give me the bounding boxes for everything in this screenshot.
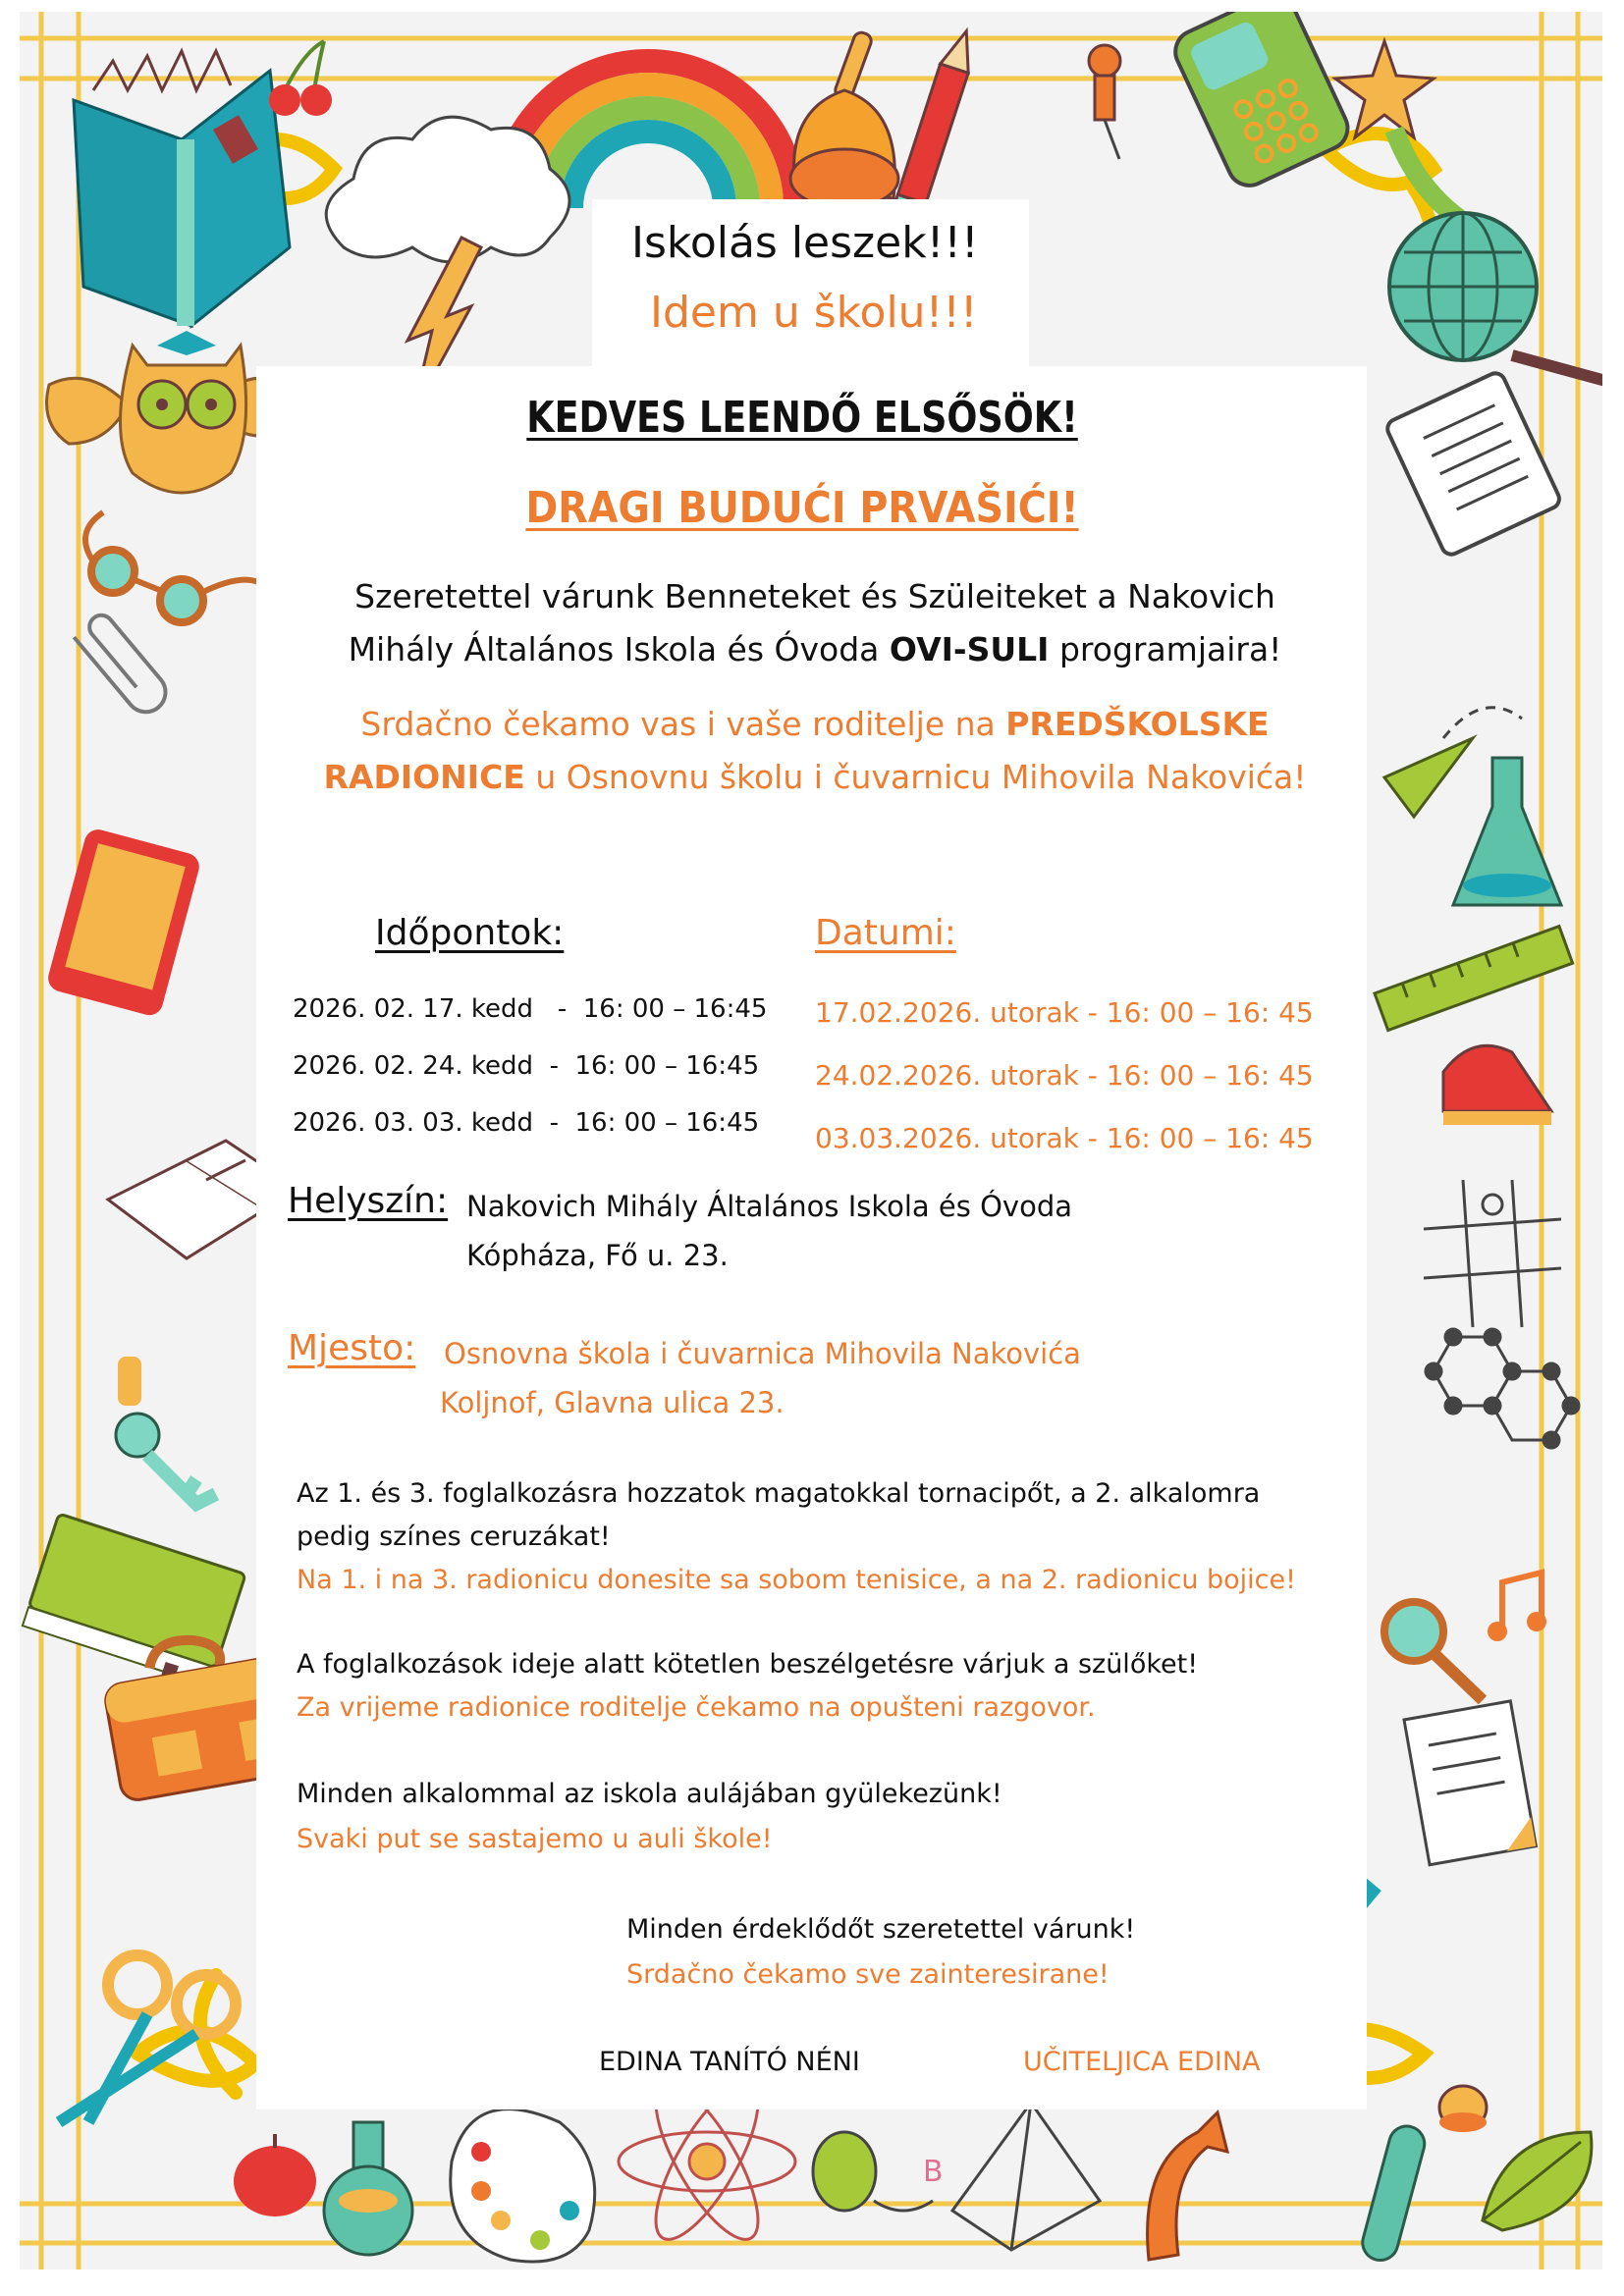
intro-croatian-line1-pre: Srdačno čekamo vas i vaše roditelje na — [360, 705, 1006, 743]
bring-hungarian-line2: pedig színes ceruzákat! — [297, 1522, 611, 1552]
ovi-suli-program: OVI-SULI — [889, 630, 1050, 668]
location-croatian-line1: Osnovna škola i čuvarnica Mihovila Nakovića — [444, 1337, 1081, 1370]
paper-icon — [1404, 1701, 1536, 1865]
intro-croatian-line2-post: u Osnovnu školu i čuvarnicu Mihovila Nakovića! — [524, 758, 1307, 796]
pencil-icon — [892, 27, 980, 222]
location-hungarian-line2: Kópháza, Fő u. 23. — [466, 1239, 729, 1272]
bug-icon — [1439, 2086, 1487, 2132]
bring-croatian: Na 1. i na 3. radionicu donesite sa sobom tenisice, a na 2. radionicu bojice! — [297, 1565, 1296, 1595]
parents-croatian: Za vrijeme radionice roditelje čekamo na opušteni razgovor. — [297, 1692, 1096, 1723]
globe-icon — [1389, 213, 1602, 385]
intro-hungarian-line1: Szeretettel várunk Benneteket és Szüleiteket a Nakovich — [354, 577, 1275, 615]
paperclip-icon — [73, 611, 174, 721]
svg-text:B: B — [923, 2155, 944, 2189]
predskolske: PREDŠKOLSKE — [1005, 705, 1270, 743]
closing-croatian: Srdačno čekamo sve zainteresirane! — [626, 1959, 1110, 1990]
intro-hungarian-line2-pre: Mihály Általános Iskola és Óvoda — [348, 630, 890, 668]
bring-hungarian-line1: Az 1. és 3. foglalkozásra hozzatok magatokkal tornacipőt, a 2. alkalomra — [297, 1478, 1261, 1509]
palette-icon — [451, 2109, 595, 2262]
schedule-croatian-row: 03.03.2026. utorak - 16: 00 – 16: 45 — [815, 1122, 1314, 1154]
greeting-croatian: DRAGI BUDUĆI PRVAŠIĆI! — [525, 483, 1079, 533]
pushpin-icon — [1089, 45, 1120, 159]
book-icon — [74, 51, 290, 326]
flask-right-icon — [1453, 758, 1561, 905]
mouse-icon — [813, 2132, 933, 2211]
closing-hungarian: Minden érdeklődőt szeretettel várunk! — [626, 1914, 1136, 1945]
schedule-hungarian-row: 2026. 03. 03. kedd - 16: 00 – 16:45 — [293, 1108, 760, 1138]
apple-icon — [234, 2134, 316, 2216]
location-croatian-label: Mjesto: — [288, 1328, 416, 1368]
arrow-icon — [1148, 2112, 1227, 2260]
location-croatian-line2: Koljnof, Glavna ulica 23. — [440, 1386, 785, 1419]
greeting-hungarian: KEDVES LEENDŐ ELSŐSÖK! — [526, 393, 1078, 443]
leaf-icon — [1483, 2132, 1592, 2230]
schedule-croatian-row: 17.02.2026. utorak - 16: 00 – 16: 45 — [815, 996, 1314, 1029]
music-note-icon — [1488, 1573, 1546, 1641]
signature-hungarian: EDINA TANÍTÓ NÉNI — [599, 2047, 860, 2077]
notepad-icon — [1384, 370, 1562, 558]
title-croatian: Idem u školu!!! — [650, 288, 978, 338]
signature-croatian: UČITELJICA EDINA — [1023, 2047, 1261, 2077]
parents-hungarian: A foglalkozások ideje alatt kötetlen beszélgetésre várjuk a szülőket! — [297, 1649, 1199, 1680]
location-hungarian-label: Helyszín: — [288, 1181, 449, 1221]
flask-icon — [324, 2122, 412, 2255]
meet-croatian: Svaki put se sastajemo u auli škole! — [297, 1824, 773, 1854]
schedule-croatian-heading: Datumi: — [815, 913, 956, 953]
glasses-icon — [85, 512, 260, 622]
intro-hungarian-line2-post: programjaira! — [1049, 630, 1282, 668]
bell-icon — [790, 30, 898, 208]
schedule-hungarian-row: 2026. 02. 17. kedd - 16: 00 – 16:45 — [293, 994, 768, 1024]
intro-croatian-line1 — [295, 705, 1335, 743]
tablet-icon — [45, 827, 202, 1018]
schedule-hungarian-heading: Időpontok: — [375, 913, 565, 953]
schedule-croatian-row: 24.02.2026. utorak - 16: 00 – 16: 45 — [815, 1059, 1314, 1092]
owl-icon — [47, 331, 286, 493]
schedule-hungarian-row: 2026. 02. 24. kedd - 16: 00 – 16:45 — [293, 1051, 760, 1081]
location-hungarian-line1: Nakovich Mihály Általános Iskola és Óvoda — [466, 1190, 1073, 1223]
radionice: RADIONICE — [323, 758, 525, 796]
sneaker-icon — [1443, 1045, 1551, 1125]
meet-hungarian: Minden alkalommal az iskola aulájában gyülekezünk! — [297, 1779, 1002, 1809]
key-icon — [116, 1357, 216, 1504]
intro-hungarian-line2 — [295, 630, 1335, 668]
intro-croatian-line2 — [295, 758, 1335, 796]
title-hungarian: Iskolás leszek!!! — [631, 218, 979, 268]
magnifier-icon — [1384, 1602, 1483, 1700]
pyramid-icon — [923, 2103, 1100, 2250]
cloud-icon — [326, 117, 569, 262]
molecule-icon — [1426, 1329, 1579, 1448]
